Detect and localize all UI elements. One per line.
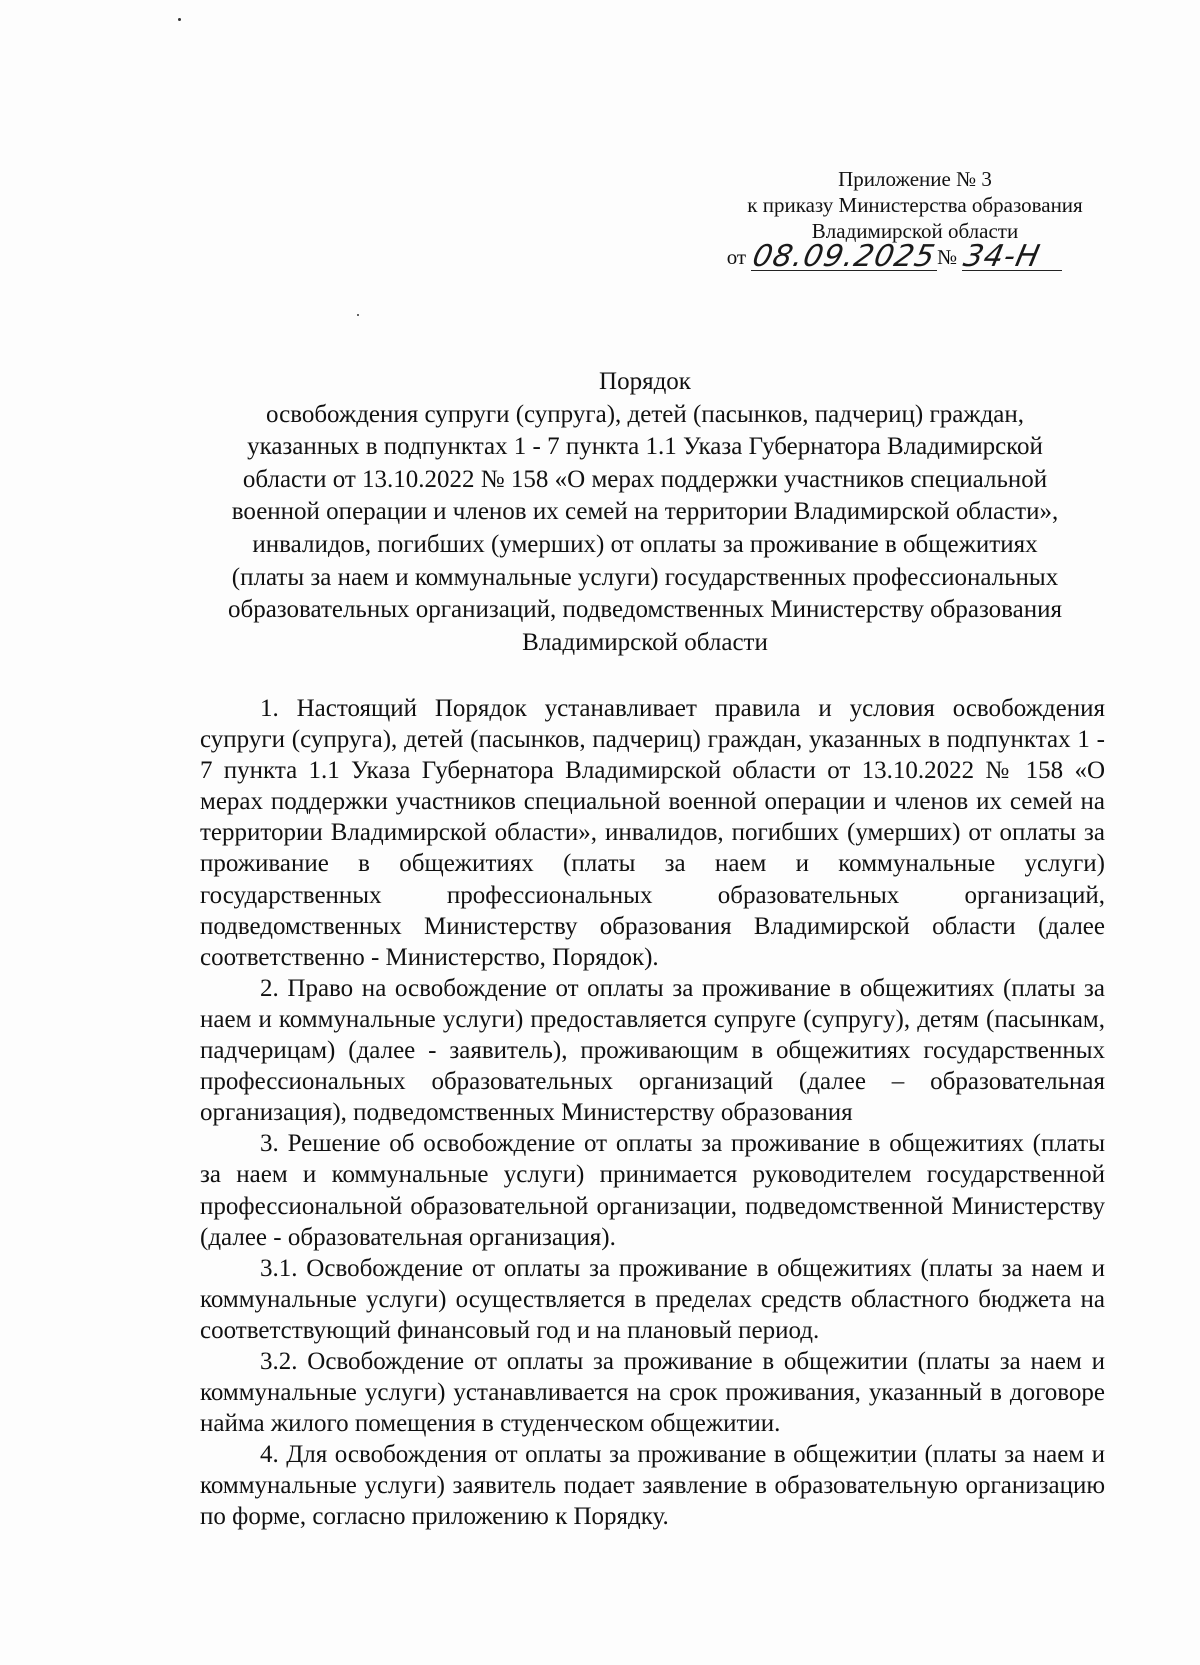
scan-speck: [357, 314, 359, 316]
title-line: образовательных организаций, подведомственных Министерству образования: [227, 596, 1063, 624]
paragraph-4: 4. Для освобождения от оплаты за проживание в общежитии (платы за наем и коммунальные услуги) заявитель подает заявление в образовательную организацию по форме, согласно приложению к Порядку.: [200, 1441, 1105, 1531]
handwritten-number: 34-Н: [960, 239, 1044, 274]
handwritten-date-field: [749, 239, 939, 274]
title-heading: Порядок: [599, 368, 691, 395]
title-line: освобождения супруги (супруга), детей (пасынков, падчериц) граждан,: [265, 400, 1025, 428]
paragraph-1: 1. Настоящий Порядок устанавливает правила и условия освобождения супруги (супруга), детей (пасынков, падчериц) граждан, указанных в подпунктах 1 - 7 пункта 1.1 Указа Губернатора Владимирской области от 13.10.2022 № 158 «О мерах поддержки участников специальной военной операции и членов их семей на территории Владимирской области», инвалидов, погибших (умерших) от оплаты за проживание в общежитиях (платы за наем и коммунальные услуги) государственных профессиональных образовательных организаций, подведомственных Министерству образования Владимирской области (далее соответственно - Министерство, Порядок).: [200, 695, 1105, 971]
title-line: военной операции и членов их семей на территории Владимирской области»,: [231, 498, 1059, 526]
scan-speck: [178, 18, 181, 21]
title-line: указанных в подпунктах 1 - 7 пункта 1.1 Указа Губернатора Владимирской: [247, 433, 1043, 461]
date-prefix: от: [726, 245, 747, 269]
paragraph-3-1: 3.1. Освобождение от оплаты за проживание в общежитиях (платы за наем и коммунальные услуги) осуществляется в пределах средств областного бюджета на соответствующий финансовый год и на плановый период.: [200, 1254, 1105, 1344]
paragraph-3-2: 3.2. Освобождение от оплаты за проживание в общежитии (платы за наем и коммунальные услуги) устанавливается на срок проживания, указанный в договоре найма жилого помещения в студенческом общежитии.: [200, 1347, 1105, 1438]
title-line: Владимирской области: [522, 628, 768, 656]
document-title: [190, 366, 1100, 659]
appendix-line-1: Приложение № 3: [838, 167, 992, 191]
title-line: области от 13.10.2022 № 158 «О мерах поддержки участников специальной: [242, 465, 1048, 493]
title-line: инвалидов, погибших (умерших) от оплаты за проживание в общежитиях: [252, 530, 1038, 558]
appendix-date-line: [700, 239, 1130, 274]
document-body: [200, 693, 1105, 1533]
appendix-line-3: Владимирской области: [811, 219, 1019, 243]
paragraph-2: 2. Право на освобождение от оплаты за проживание в общежитиях (платы за наем и коммунальные услуги) предоставляется супруге (супругу), детям (пасынкам, падчерицам) (далее - заявитель), проживающим в общежитиях государственных профессиональных образовательных организаций (далее – образовательная организация), подведомственных Министерству образования: [200, 974, 1105, 1127]
appendix-header: [700, 166, 1130, 274]
appendix-line-2: к приказу Министерства образования: [747, 193, 1083, 217]
handwritten-number-field: [960, 239, 1062, 274]
paragraph-3: 3. Решение об освобождение от оплаты за проживание в общежитиях (платы за наем и коммунальные услуги) принимается руководителем государственной профессиональной образовательной организации, подведомственной Министерству (далее - образовательная организация).: [200, 1130, 1105, 1251]
number-prefix: №: [937, 245, 958, 269]
handwritten-date: 08.09.2025: [749, 239, 939, 274]
title-line: (платы за наем и коммунальные услуги) государственных профессиональных: [231, 563, 1059, 591]
